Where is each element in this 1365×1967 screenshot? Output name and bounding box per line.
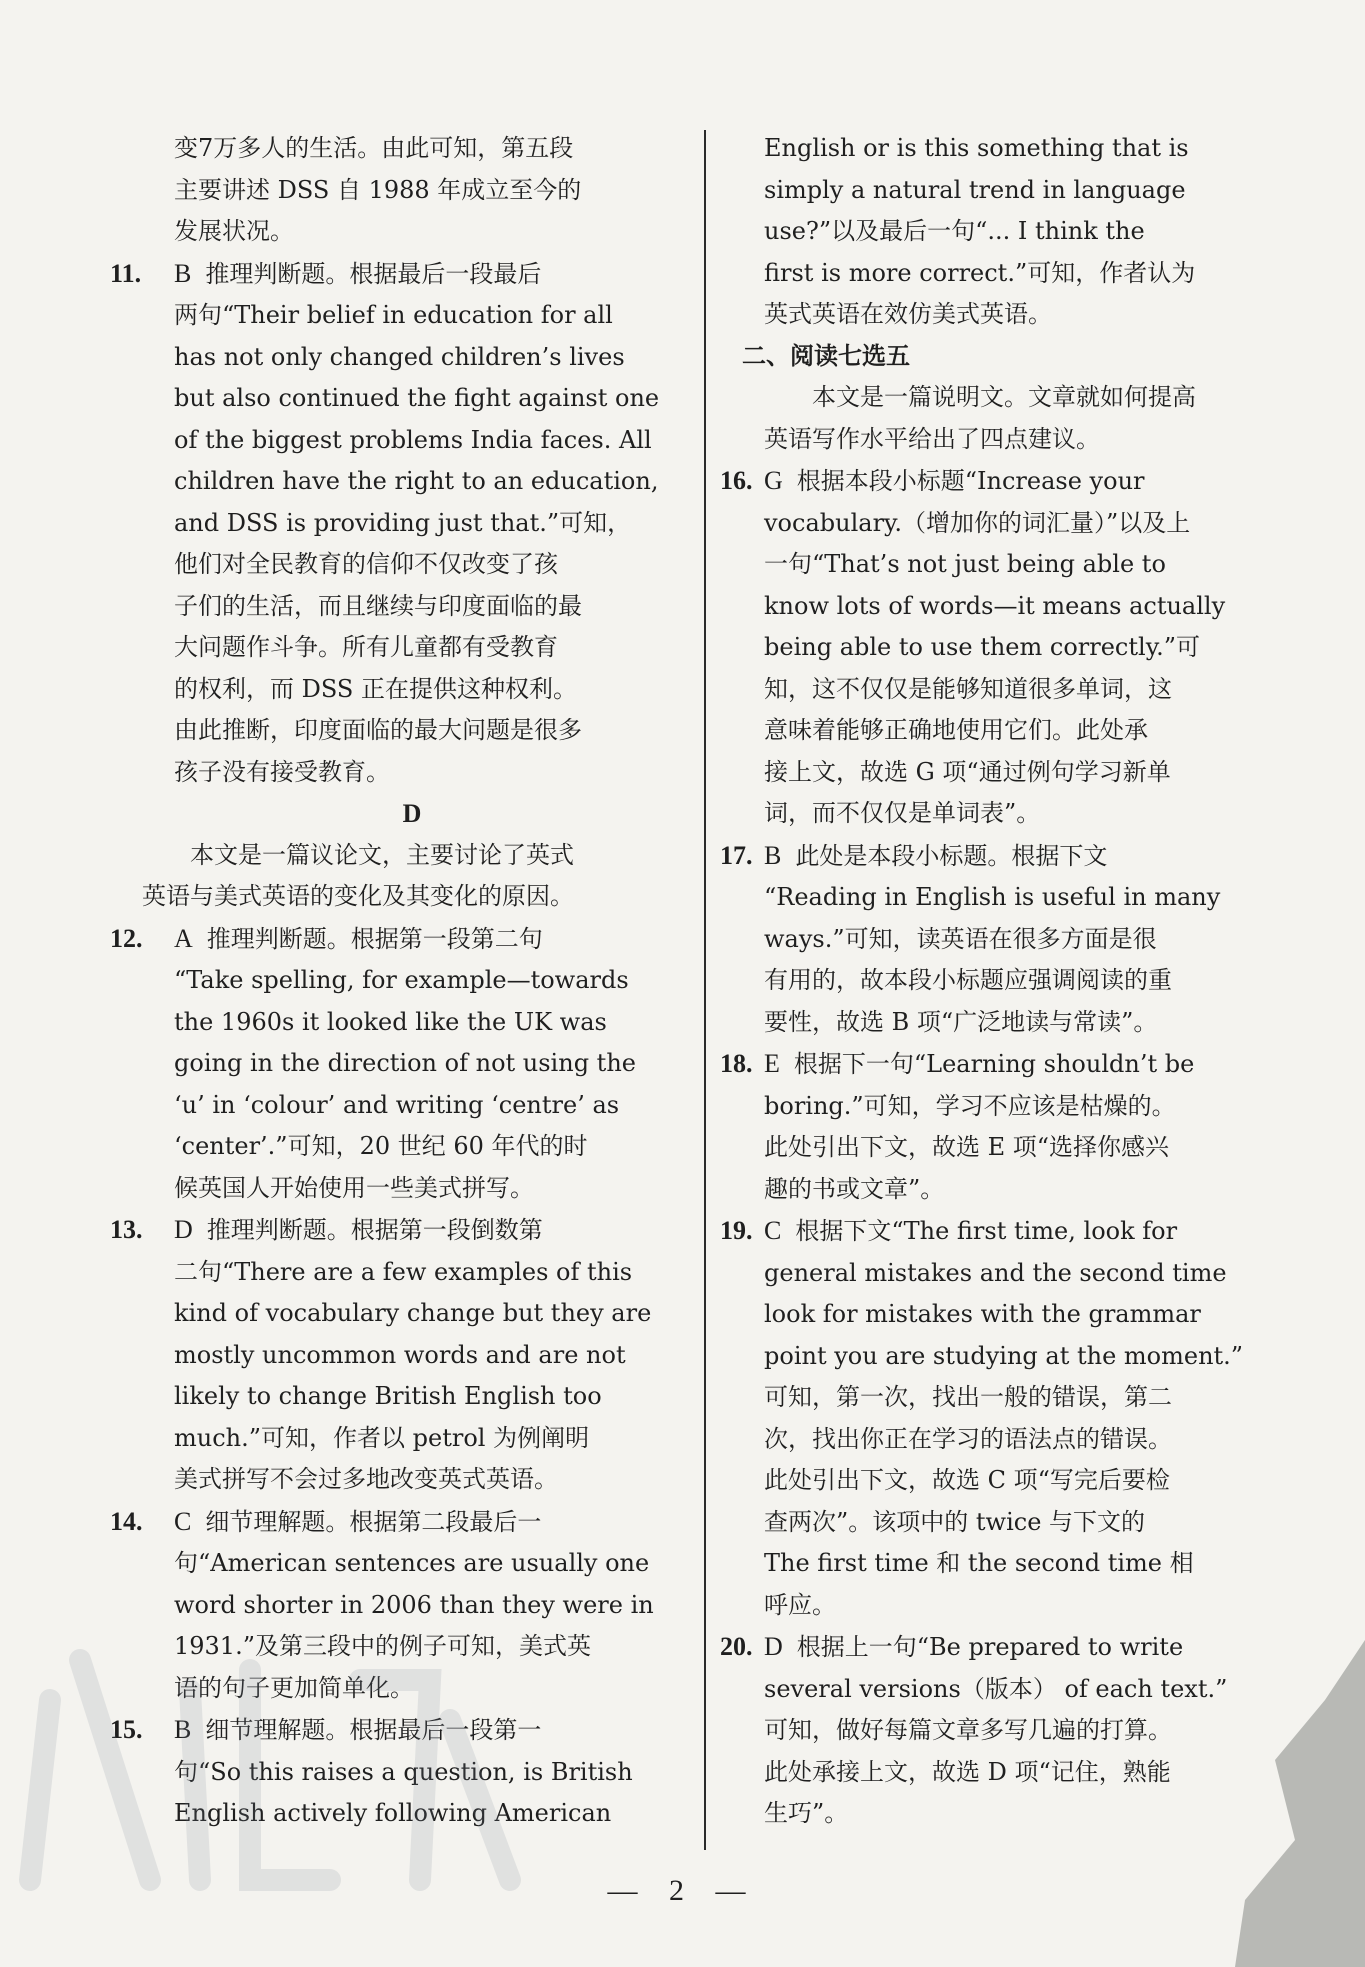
text-line: 语的句子更加简单化。	[174, 1673, 414, 1702]
text-line: “Reading in English is useful in many	[764, 883, 1221, 911]
text-line: 两句“Their belief in education for all	[174, 301, 613, 329]
item-number: 16.	[720, 466, 753, 495]
item-number: 13.	[110, 1215, 143, 1244]
text-line: 候英国人开始使用一些美式拼写。	[174, 1173, 534, 1202]
text-line: 1931.”及第三段中的例子可知，美式英	[174, 1632, 591, 1660]
text-line: 呼应。	[764, 1590, 836, 1619]
text-line: English or is this something that is	[764, 134, 1189, 162]
text-line: 此处引出下文，故选 E 项“选择你感兴	[764, 1133, 1170, 1161]
text-line: 大问题作斗争。所有儿童都有受教育	[174, 633, 558, 661]
text-line: 次，找出你正在学习的语法点的错误。	[764, 1424, 1172, 1453]
answer-item-18	[720, 1043, 1262, 1210]
answer-item-20	[720, 1626, 1262, 1835]
text-line: vocabulary.（增加你的词汇量）”以及上	[764, 508, 1191, 537]
item-answer: G	[764, 466, 783, 495]
text-line: 此处承接上文，故选 D 项“记住，熟能	[764, 1757, 1171, 1786]
text-line: ‘u’ in ‘colour’ and writing ‘centre’ as	[174, 1090, 620, 1119]
item-answer: D	[174, 1215, 193, 1244]
text-line: 发展状况。	[174, 217, 294, 245]
item-answer: B	[174, 258, 192, 288]
text-line: 子们的生活，而且继续与印度面临的最	[174, 591, 582, 620]
section-title: 二、阅读七选五	[742, 341, 910, 370]
answer-item-16	[720, 460, 1262, 835]
text-line: but also continued the fight against one	[174, 384, 660, 412]
text-line: ways.”可知，读英语在很多方面是很	[764, 924, 1157, 953]
right-column	[720, 128, 1262, 1835]
text-line: 要性，故选 B 项“广泛地读与常读”。	[764, 1007, 1158, 1036]
answer-item-19	[720, 1210, 1262, 1626]
text-line: 推理判断题。根据最后一段最后	[205, 259, 542, 288]
item-answer: E	[764, 1049, 780, 1078]
text-line: 可知，第一次，找出一般的错误，第二	[764, 1383, 1172, 1411]
text-line: 主要讲述 DSS 自 1988 年成立至今的	[174, 175, 582, 204]
continuation-block	[742, 128, 1262, 336]
item-number: 19.	[720, 1216, 753, 1245]
text-line: has not only changed children’s lives	[174, 342, 625, 371]
text-line: children have the right to an education,	[174, 467, 659, 495]
text-line: 细节理解题。根据最后一段第一	[205, 1716, 542, 1744]
text-line: ‘center’.”可知，20 世纪 60 年代的时	[174, 1132, 588, 1160]
text-line: 句“American sentences are usually one	[174, 1549, 650, 1577]
section-intro	[742, 377, 1262, 460]
text-line: 根据上一句“Be prepared to write	[796, 1633, 1184, 1661]
text-line: know lots of words—it means actually	[764, 591, 1226, 620]
text-line: boring.”可知，学习不应该是枯燥的。	[764, 1091, 1176, 1120]
section-intro	[142, 835, 682, 918]
item-number: 14.	[110, 1506, 143, 1536]
item-answer: C	[174, 1506, 192, 1536]
text-line: 接上文，故选 G 项“通过例句学习新单	[764, 757, 1171, 786]
text-line: 意味着能够正确地使用它们。此处承	[764, 716, 1148, 744]
text-line: much.”可知，作者以 petrol 为例阐明	[174, 1423, 590, 1452]
text-line: 推理判断题。根据第一段第二句	[206, 924, 543, 953]
text-line: 知，这不仅仅是能够知道很多单词，这	[764, 674, 1172, 703]
text-line: kind of vocabulary change but they are	[174, 1299, 652, 1327]
text-line: point you are studying at the moment.”	[764, 1341, 1244, 1370]
text-line: 本文是一篇说明文。文章就如何提高	[812, 383, 1196, 411]
text-line: going in the direction of not using the	[174, 1049, 636, 1077]
text-line: look for mistakes with the grammar	[764, 1300, 1201, 1328]
text-line: 变7万多人的生活。由此可知，第五段	[174, 134, 574, 162]
item-number: 18.	[720, 1049, 753, 1078]
text-line: first is more correct.”可知，作者认为	[764, 258, 1196, 287]
text-line: 查两次”。该项中的 twice 与下文的	[764, 1507, 1146, 1536]
text-line: 孩子没有接受教育。	[174, 757, 390, 786]
text-line: 根据本段小标题“Increase your	[796, 467, 1145, 495]
page-number-value: 2	[669, 1874, 696, 1907]
text-line: word shorter in 2006 than they were in	[174, 1590, 654, 1619]
text-line: 英语与美式英语的变化及其变化的原因。	[142, 882, 574, 910]
answer-item-12	[110, 918, 682, 1210]
answer-item-13	[110, 1209, 682, 1501]
text-line: 二句“There are a few examples of this	[174, 1257, 633, 1286]
text-line: use?”以及最后一句“... I think the	[764, 217, 1145, 245]
text-line: and DSS is providing just that.”可知，	[174, 508, 632, 537]
text-line: 有用的，故本段小标题应强调阅读的重	[764, 966, 1172, 994]
item-answer: B	[174, 1715, 192, 1744]
text-line: simply a natural trend in language	[764, 175, 1186, 204]
text-line: The first time 和 the second time 相	[764, 1549, 1194, 1577]
item-answer: A	[174, 923, 193, 953]
text-line: 生巧”。	[764, 1799, 849, 1827]
item-answer: C	[764, 1216, 782, 1245]
text-line: English actively following American	[174, 1799, 612, 1827]
item-number: 20.	[720, 1632, 753, 1661]
watermark-graphic	[10, 1580, 530, 1900]
text-line: 的权利，而 DSS 正在提供这种权利。	[174, 674, 577, 703]
text-line: 根据下文“The first time, look for	[795, 1217, 1178, 1245]
text-line: 此处是本段小标题。根据下文	[795, 841, 1108, 870]
text-line: 可知，做好每篇文章多写几遍的打算。	[764, 1716, 1172, 1744]
text-line: 英语写作水平给出了四点建议。	[764, 424, 1100, 453]
item-number: 12.	[110, 923, 143, 953]
text-line: of the biggest problems India faces. All	[174, 425, 652, 454]
page-corner-shadow	[1215, 1640, 1365, 1967]
text-line: mostly uncommon words and are not	[174, 1340, 626, 1369]
text-line: general mistakes and the second time	[764, 1258, 1227, 1287]
section-heading-d: D	[402, 799, 422, 828]
text-line: 美式拼写不会过多地改变英式英语。	[174, 1465, 558, 1493]
text-line: 句“So this raises a question, is British	[174, 1757, 633, 1786]
page-number: — 2 —	[607, 1874, 758, 1907]
item-answer: B	[764, 840, 782, 870]
text-line: likely to change British English too	[174, 1382, 602, 1410]
item-answer: D	[764, 1632, 783, 1661]
left-column	[110, 128, 682, 1835]
text-line: “Take spelling, for example—towards	[174, 966, 629, 994]
answer-item-17	[720, 835, 1262, 1044]
text-line: several versions（版本） of each text.”	[764, 1674, 1228, 1703]
item-number: 17.	[720, 840, 753, 870]
text-line: 本文是一篇议论文，主要讨论了英式	[190, 840, 574, 869]
text-line: 词，而不仅仅是单词表”。	[764, 799, 1041, 827]
text-line: 他们对全民教育的信仰不仅改变了孩	[174, 550, 558, 578]
text-line: 英式英语在效仿美式英语。	[764, 300, 1052, 328]
text-line: 趣的书或文章”。	[764, 1174, 945, 1203]
text-line: 一句“That’s not just being able to	[764, 550, 1166, 578]
text-line: 推理判断题。根据第一段倒数第	[206, 1216, 543, 1244]
intro-block	[142, 128, 682, 253]
item-number: 11.	[110, 258, 142, 288]
text-line: being able to use them correctly.”可	[764, 633, 1200, 661]
text-line: the 1960s it looked like the UK was	[174, 1007, 607, 1036]
answer-item-11	[110, 253, 682, 794]
text-line: 由此推断，印度面临的最大问题是很多	[174, 716, 582, 744]
text-line: 根据下一句“Learning shouldn’t be	[793, 1050, 1195, 1078]
column-divider	[704, 130, 706, 1850]
item-number: 15.	[110, 1715, 143, 1744]
text-line: 此处引出下文，故选 C 项“写完后要检	[764, 1466, 1170, 1494]
text-line: 细节理解题。根据第二段最后一	[205, 1507, 542, 1536]
